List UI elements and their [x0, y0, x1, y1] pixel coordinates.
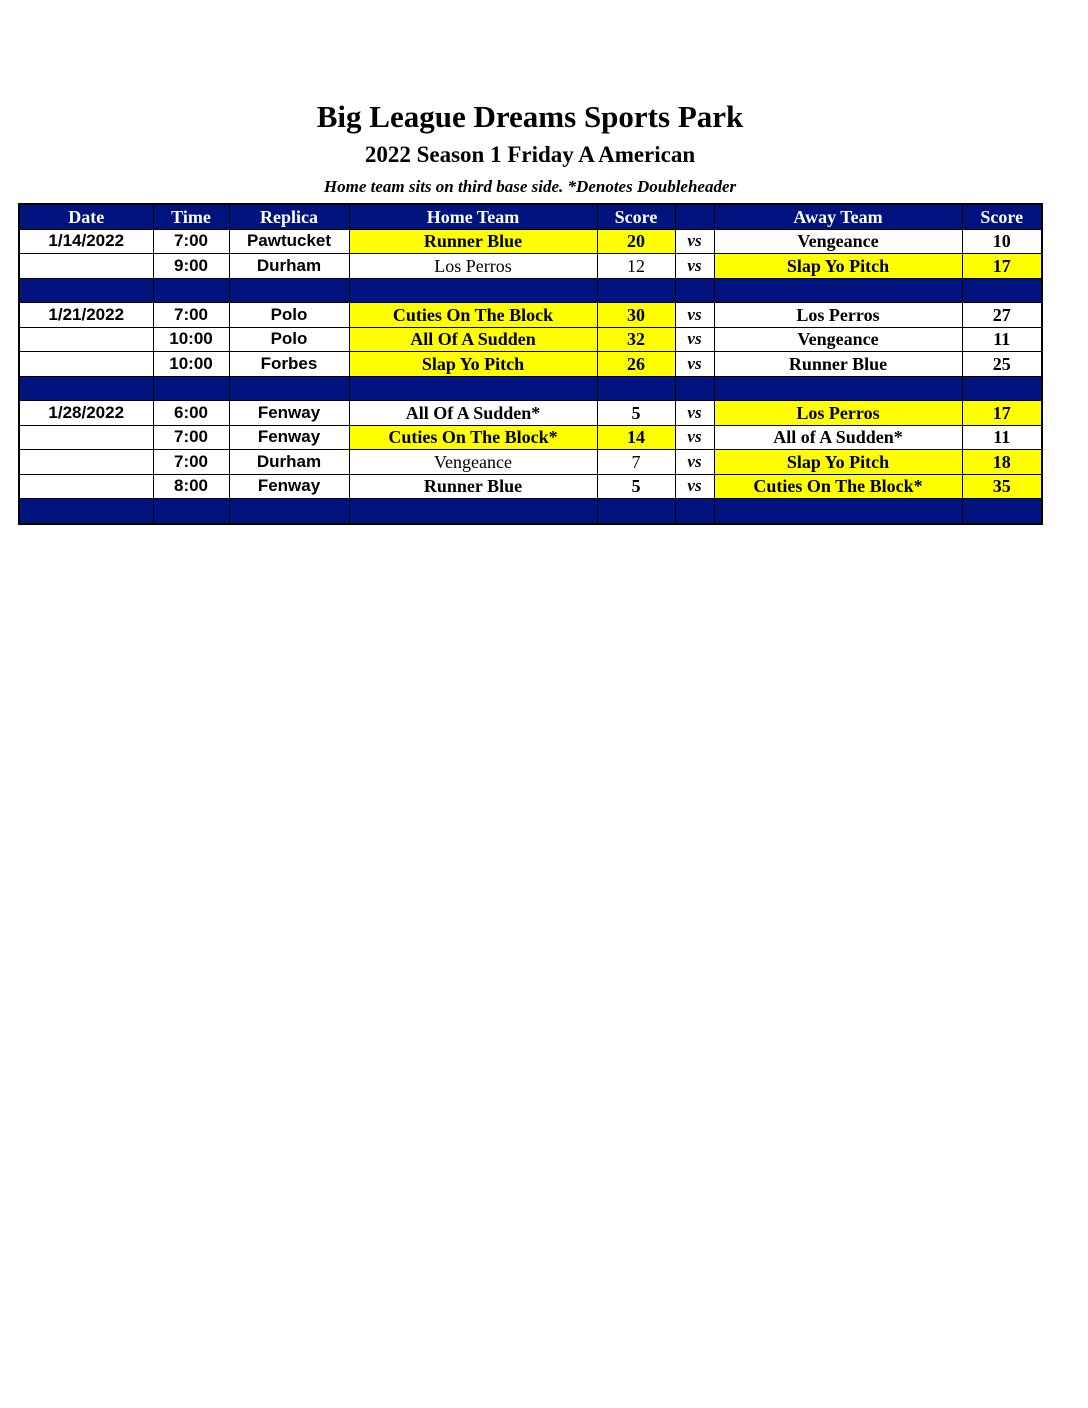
home-team-cell: Cuties On The Block*: [349, 425, 597, 450]
away-team-cell: Runner Blue: [714, 352, 962, 377]
col-header-home-team: Home Team: [349, 204, 597, 229]
replica-cell: Polo: [229, 303, 349, 328]
time-cell: 10:00: [153, 327, 229, 352]
replica-cell: Pawtucket: [229, 229, 349, 254]
date-cell: [19, 474, 153, 499]
replica-cell: Fenway: [229, 474, 349, 499]
table-row: [19, 352, 1042, 377]
time-cell: 7:00: [153, 450, 229, 475]
date-cell: [19, 254, 153, 279]
week-separator-row: [19, 278, 1042, 303]
col-header-time: Time: [153, 204, 229, 229]
date-cell: [19, 425, 153, 450]
time-cell: 6:00: [153, 401, 229, 426]
col-header-vs: [675, 204, 714, 229]
away-score-cell: 27: [962, 303, 1042, 328]
time-cell: 7:00: [153, 303, 229, 328]
date-cell: 1/21/2022: [19, 303, 153, 328]
week-separator-row: [19, 376, 1042, 401]
schedule-note: Home team sits on third base side. *Denotes Doubleheader: [323, 177, 737, 196]
away-score-cell: 18: [962, 450, 1042, 475]
date-cell: 1/14/2022: [19, 229, 153, 254]
date-cell: [19, 327, 153, 352]
week-separator-row: [19, 499, 1042, 524]
schedule-table: [18, 203, 1043, 525]
replica-cell: Forbes: [229, 352, 349, 377]
away-score-cell: 17: [962, 254, 1042, 279]
table-row: [19, 303, 1042, 328]
away-team-cell: Los Perros: [714, 303, 962, 328]
time-cell: 7:00: [153, 229, 229, 254]
home-team-cell: Runner Blue: [349, 474, 597, 499]
replica-cell: Durham: [229, 450, 349, 475]
away-score-cell: 17: [962, 401, 1042, 426]
replica-cell: Polo: [229, 327, 349, 352]
date-cell: [19, 352, 153, 377]
table-row: [19, 327, 1042, 352]
vs-cell: vs: [675, 450, 714, 475]
away-score-cell: 25: [962, 352, 1042, 377]
vs-cell: vs: [675, 474, 714, 499]
away-score-cell: 35: [962, 474, 1042, 499]
vs-cell: vs: [675, 254, 714, 279]
page-title: Big League Dreams Sports Park: [316, 99, 744, 134]
table-row: [19, 254, 1042, 279]
home-team-cell: Los Perros: [349, 254, 597, 279]
vs-cell: vs: [675, 352, 714, 377]
home-score-cell: 26: [597, 352, 675, 377]
table-row: [19, 450, 1042, 475]
home-team-cell: All Of A Sudden*: [349, 401, 597, 426]
page-subtitle: 2022 Season 1 Friday A American: [364, 142, 696, 167]
home-score-cell: 7: [597, 450, 675, 475]
home-team-cell: Vengeance: [349, 450, 597, 475]
vs-cell: vs: [675, 425, 714, 450]
col-header-home-score: Score: [597, 204, 675, 229]
vs-cell: vs: [675, 303, 714, 328]
replica-cell: Durham: [229, 254, 349, 279]
table-row: [19, 401, 1042, 426]
vs-cell: vs: [675, 229, 714, 254]
replica-cell: Fenway: [229, 425, 349, 450]
time-cell: 7:00: [153, 425, 229, 450]
away-score-cell: 11: [962, 327, 1042, 352]
away-team-cell: Vengeance: [714, 229, 962, 254]
time-cell: 10:00: [153, 352, 229, 377]
away-team-cell: Cuties On The Block*: [714, 474, 962, 499]
away-team-cell: Los Perros: [714, 401, 962, 426]
home-score-cell: 12: [597, 254, 675, 279]
table-row: [19, 474, 1042, 499]
away-team-cell: Slap Yo Pitch: [714, 254, 962, 279]
home-team-cell: Cuties On The Block: [349, 303, 597, 328]
col-header-away-team: Away Team: [714, 204, 962, 229]
table-header-row: [19, 204, 1042, 229]
table-row: [19, 229, 1042, 254]
home-team-cell: Runner Blue: [349, 229, 597, 254]
home-team-cell: All Of A Sudden: [349, 327, 597, 352]
away-score-cell: 10: [962, 229, 1042, 254]
away-team-cell: Slap Yo Pitch: [714, 450, 962, 475]
vs-cell: vs: [675, 401, 714, 426]
time-cell: 9:00: [153, 254, 229, 279]
col-header-date: Date: [19, 204, 153, 229]
col-header-replica: Replica: [229, 204, 349, 229]
home-score-cell: 20: [597, 229, 675, 254]
date-cell: [19, 450, 153, 475]
date-cell: 1/28/2022: [19, 401, 153, 426]
col-header-away-score: Score: [962, 204, 1042, 229]
home-score-cell: 30: [597, 303, 675, 328]
time-cell: 8:00: [153, 474, 229, 499]
away-team-cell: Vengeance: [714, 327, 962, 352]
replica-cell: Fenway: [229, 401, 349, 426]
home-score-cell: 32: [597, 327, 675, 352]
away-score-cell: 11: [962, 425, 1042, 450]
vs-cell: vs: [675, 327, 714, 352]
away-team-cell: All of A Sudden*: [714, 425, 962, 450]
home-score-cell: 5: [597, 401, 675, 426]
home-team-cell: Slap Yo Pitch: [349, 352, 597, 377]
table-row: [19, 425, 1042, 450]
home-score-cell: 5: [597, 474, 675, 499]
home-score-cell: 14: [597, 425, 675, 450]
